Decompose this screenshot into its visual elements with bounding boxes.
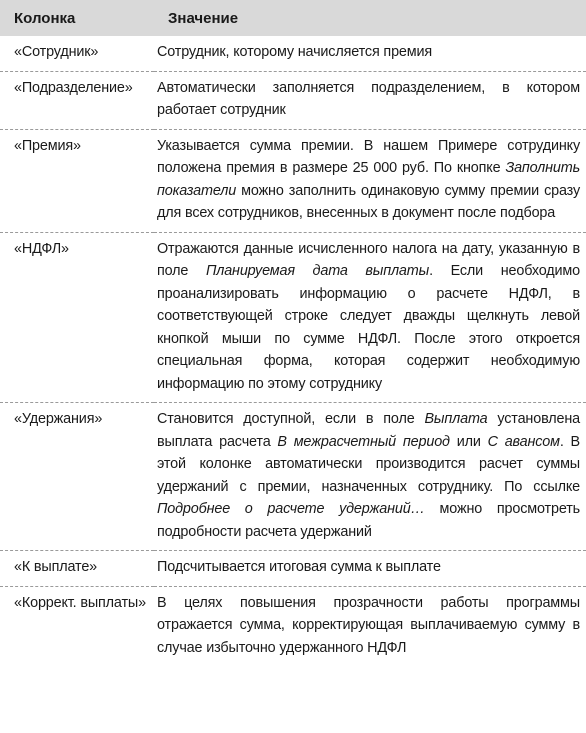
value-description-cell	[154, 403, 586, 551]
table-row	[0, 129, 586, 232]
ui-term-reference: Выплата	[424, 411, 488, 427]
table-row	[0, 36, 586, 71]
description-text: Становится доступной, если в поле	[157, 411, 425, 427]
value-description-cell	[154, 586, 586, 666]
description-text: Указывается сумма премии. В нашем Примере сотрудинку положена премия в размере 25 000 руб. По кнопке	[157, 137, 580, 176]
table-header-row	[0, 0, 586, 36]
column-name-cell: «Сотрудник»	[14, 44, 99, 60]
description-text: или	[449, 433, 488, 450]
column-name-cell: «Коррект. выплаты»	[14, 594, 146, 611]
description-text: можно заполнить одинаковую сумму премии сразу для всех сотрудников, внесенных в документ после подбора	[157, 182, 580, 221]
ui-term-reference: Подробнее о расчете удержаний…	[157, 501, 425, 517]
table-row	[0, 232, 586, 403]
column-name-cell: «Подразделение»	[14, 79, 133, 96]
description-text: Автоматически заполняется подразделением, в котором работает сотрудник	[157, 79, 580, 118]
value-description-cell	[154, 551, 586, 587]
header-column: Колонка	[0, 0, 154, 36]
description-text: Подсчитывается итоговая сумма к выплате	[157, 559, 441, 575]
description-text: . Если необходимо проанализировать информацию о расчете НДФЛ, в соответствующей строке следует дважды щелкнуть левой кнопкой мыши по сумме НДФЛ. После этого откроется специальная форма, которая содержит необходимую информацию по этому сотруднику	[157, 263, 580, 392]
value-description-cell	[154, 232, 586, 403]
value-description-cell	[154, 129, 586, 232]
column-name-cell: «НДФЛ»	[14, 240, 69, 257]
value-description-cell	[154, 71, 586, 129]
description-text: Отражаются данные исчисленного налога на дату, указанную в поле	[157, 240, 580, 279]
table-row	[0, 71, 586, 129]
ui-term-reference: Заполнить показатели	[157, 160, 580, 199]
table-row	[0, 403, 586, 551]
value-description-cell	[154, 36, 586, 71]
description-text: установлена выплата расчета	[157, 411, 581, 450]
description-text: В целях повышения прозрачности работы программы отражается сумма, корректирующая выплачиваемую сумму в случае избыточно удержанного НДФЛ	[157, 594, 580, 656]
description-text: Сотрудник, которому начисляется премия	[157, 44, 433, 60]
description-text: можно просмотреть подробности расчета удержаний	[157, 501, 580, 540]
description-text: . В этой колонке автоматически производится расчет суммы удержаний с премии, назначенных сотруднику. По ссылке	[157, 433, 580, 495]
ui-term-reference: Планируемая дата выплаты	[205, 263, 430, 279]
ui-term-reference: С авансом	[487, 433, 560, 450]
header-value: Значение	[154, 0, 586, 36]
table-row	[0, 586, 586, 666]
column-name-cell: «Премия»	[14, 137, 81, 154]
ui-term-reference: В межрасчетный период	[277, 433, 450, 450]
column-name-cell: «Удержания»	[14, 411, 103, 427]
column-name-cell: «К выплате»	[14, 559, 98, 575]
table-row	[0, 551, 586, 587]
